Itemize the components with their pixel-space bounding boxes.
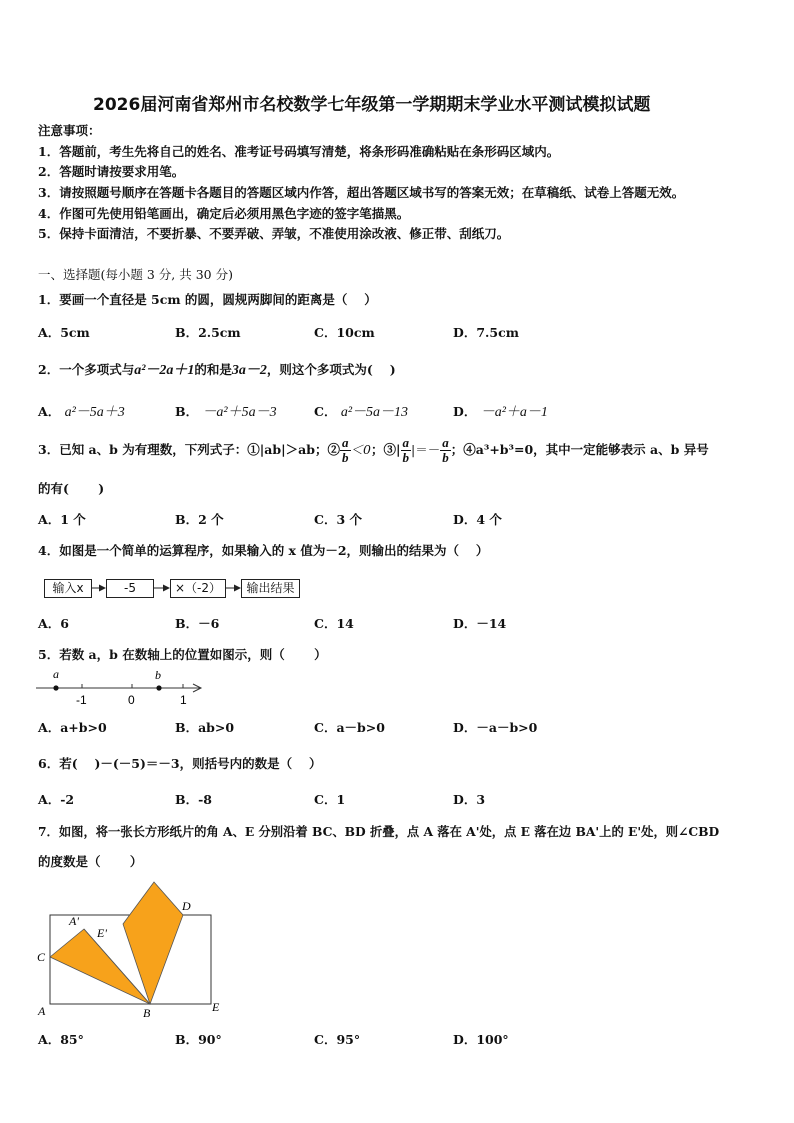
q5-option-b: B．ab>0 — [175, 720, 235, 735]
q3-option-a: A．1 个 — [38, 512, 86, 527]
notice-heading: 注意事项： — [38, 123, 101, 138]
q7-stem-line1: 7．如图，将一张长方形纸片的角 A、E 分别沿着 BC、BD 折叠，点 A 落在 A'处，点 E 落在边 BA'上的 E'处，则∠CBD — [38, 824, 720, 839]
q7-fold-figure — [30, 875, 230, 1025]
q1-option-c: C．10cm — [314, 325, 375, 340]
label-d: D — [182, 899, 191, 913]
q3-stem: 3．已知 a、b 为有理数，下列式子：①|ab|＞ab；② $\frac{a}{b}$ ＜0；③| $\frac{a}{b}$ |＝－ $\frac{a}{b}$ ；④a³+b³=0，其中一定能够表示 a、b 异号 — [38, 435, 709, 465]
q2-option-c: C． a²－5a－13 — [314, 404, 409, 420]
q3-option-b: B．2 个 — [175, 512, 224, 527]
q3-option-d: D．4 个 — [453, 512, 502, 527]
q2-option-d: D． －a²＋a－1 — [453, 404, 548, 420]
q1-option-b: B．2.5cm — [175, 325, 241, 340]
section-heading: 一、选择题(每小题 3 分, 共 30 分) — [38, 267, 233, 282]
q6-option-a: A．-2 — [38, 792, 75, 807]
q1-stem: 1．要画一个直径是 5cm 的圆，圆规两脚间的距离是（ ） — [38, 292, 377, 307]
q3-fraction-2: $\frac{a}{b}$ — [402, 435, 410, 465]
q7-option-c: C．95° — [314, 1032, 361, 1047]
notice-item-5: 5．保持卡面清洁，不要折暴、不要弄破、弄皱，不准使用涂改液、修正带、刮纸刀。 — [38, 226, 510, 241]
flow-multiply-box: ×（-2） — [170, 579, 226, 598]
tick-label: -1 — [76, 693, 87, 707]
notice-item-1: 1．答题前，考生先将自己的姓名、准考证号码填写清楚，将条形码准确粘贴在条形码区域内。 — [38, 144, 560, 159]
q2-expr1: a²－2a＋1 — [134, 363, 195, 378]
point-a-label: a — [53, 667, 59, 681]
q2-option-a: A． a²－5a＋3 — [38, 404, 125, 420]
label-a: A — [38, 1004, 46, 1018]
q6-option-d: D．3 — [453, 792, 486, 807]
point-b — [156, 685, 161, 690]
q7-option-a: A．85° — [38, 1032, 84, 1047]
q3-stem-line2: 的有( ) — [38, 481, 105, 496]
q5-number-line — [30, 664, 210, 708]
q2-pre: 2．一个多项式与 — [38, 362, 135, 377]
q4-option-d: D．－14 — [453, 616, 507, 631]
notice-item-3: 3．请按照题号顺序在答题卡各题目的答题区域内作答，超出答题区域书写的答案无效；在草稿纸、试卷上答题无效。 — [38, 185, 685, 200]
q4-option-c: C．14 — [314, 616, 354, 631]
q2-mid: 的和是 — [194, 362, 232, 377]
q3-fraction-1: $\frac{a}{b}$ — [342, 435, 349, 465]
q5-option-d: D．－a－b>0 — [453, 720, 538, 735]
q7-stem-line2: 的度数是（ ） — [38, 854, 143, 869]
label-c: C — [37, 950, 46, 964]
point-a — [53, 685, 58, 690]
q6-stem: 6．若( )－(－5)＝－3，则括号内的数是（ ） — [38, 756, 322, 771]
tick-label: 1 — [180, 693, 187, 707]
q4-option-b: B．－6 — [175, 616, 220, 631]
q2-post: ，则这个多项式为( ) — [266, 362, 396, 377]
q7-option-d: D．100° — [453, 1032, 509, 1047]
q2-option-b: B． －a²＋5a－3 — [175, 404, 277, 420]
q2-expr2: 3a－2 — [231, 363, 267, 378]
q7-option-b: B．90° — [175, 1032, 222, 1047]
q4-stem: 4．如图是一个简单的运算程序，如果输入的 x 值为－2，则输出的结果为（ ） — [38, 543, 489, 558]
q3-option-c: C．3 个 — [314, 512, 362, 527]
q3-fraction-3: $\frac{a}{b}$ — [442, 435, 449, 465]
flow-minus-box: -5 — [106, 579, 154, 598]
label-e: E — [212, 1000, 220, 1014]
notice-item-2: 2．答题时请按要求用笔。 — [38, 164, 185, 179]
q5-option-c: C．a－b>0 — [314, 720, 385, 735]
q6-option-c: C．1 — [314, 792, 346, 807]
q5-stem: 5．若数 a，b 在数轴上的位置如图示，则（ ） — [38, 647, 327, 662]
label-a-prime: A' — [69, 914, 79, 928]
q1-option-d: D．7.5cm — [453, 325, 519, 340]
page-title: 2026届河南省郑州市名校数学七年级第一学期期末学业水平测试模拟试题 — [93, 95, 651, 115]
q5-option-a: A．a+b>0 — [38, 720, 107, 735]
q4-option-a: A．6 — [38, 616, 69, 631]
label-b: B — [143, 1006, 151, 1020]
q1-option-a: A．5cm — [38, 325, 90, 340]
flow-arrows — [0, 0, 320, 610]
label-e-prime: E' — [97, 926, 107, 940]
notice-item-4: 4．作图可先使用铅笔画出，确定后必须用黑色字迹的签字笔描黑。 — [38, 206, 410, 221]
point-b-label: b — [155, 668, 161, 682]
flow-output-box: 输出结果 — [241, 579, 300, 598]
flow-input-box: 输入x — [44, 579, 92, 598]
tick-label: 0 — [128, 693, 135, 707]
q6-option-b: B．-8 — [175, 792, 212, 807]
